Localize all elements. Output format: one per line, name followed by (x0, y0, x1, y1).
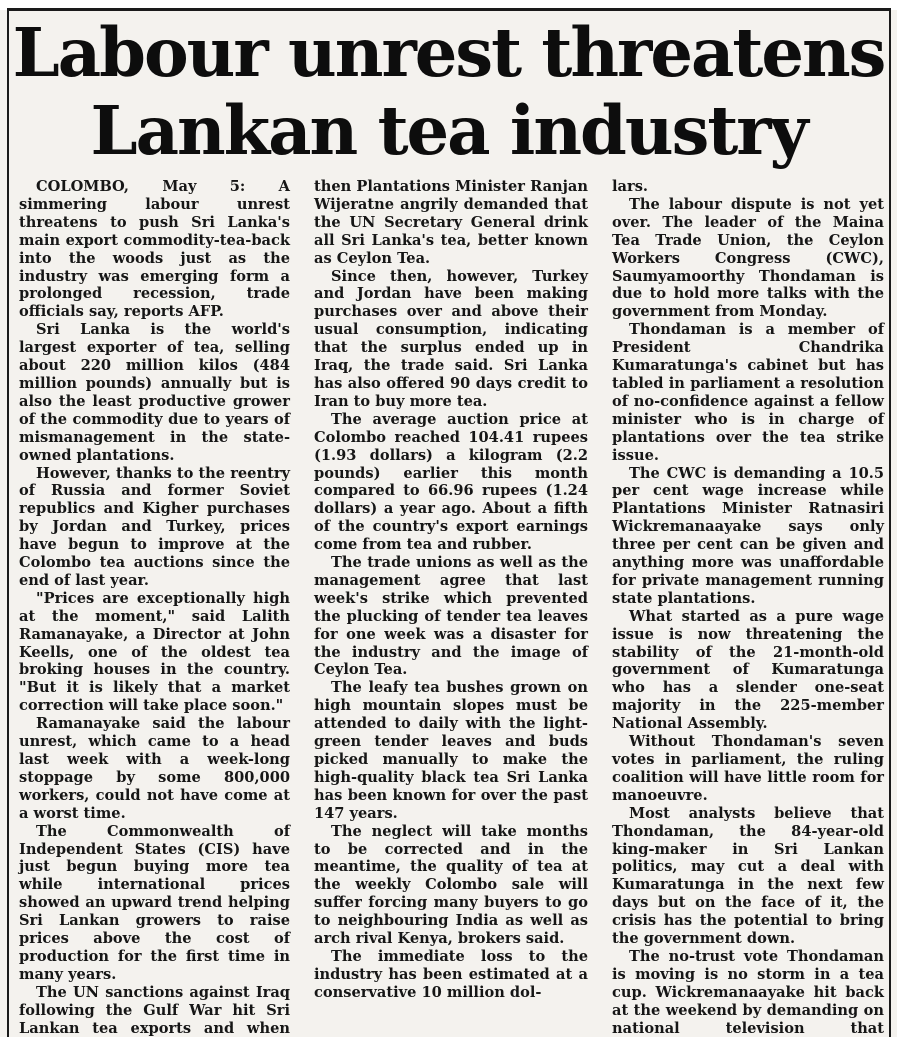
paragraph: The leafy tea bushes grown on high mountain slopes must be attended to daily with the light-green tender leaves and buds picked manually to make the high-quality black tea Sri Lanka has been known for over the past 147 years. (314, 679, 588, 822)
paragraph: Since then, however, Turkey and Jordan have been making purchases over and above their usual consumption, indicating that the surplus ended up in Iraq, the trade said. Sri Lanka has also offered 90 days credit to Iran to buy more tea. (314, 267, 588, 410)
paragraph: Ramanayake said the labour unrest, which came to a head last week with a week-long stoppage by some 800,000 workers, could not have come at a worst time. (19, 715, 290, 822)
headline-line-1: Labour unrest threatens (12, 13, 885, 92)
paragraph: COLOMBO, May 5: A simmering labour unrest threatens to push Sri Lanka's main export commodity-tea-back into the woods just as the industry was emerging form a prolonged recession, trade officials say, reports AFP. (19, 178, 290, 321)
right-rule (889, 8, 891, 1037)
paragraph: The UN sanctions against Iraq following the Gulf War hit Sri Lankan tea exports and when (19, 983, 290, 1037)
paragraph: The no-trust vote Thondaman is moving is no storm in a tea cup. Wickremanaayake hit back at the weekend by demanding on national television that (612, 947, 884, 1037)
paragraph: The average auction price at Colombo reached 104.41 rupees (1.93 dollars) a kilogram (2.2 pounds) earlier this month compared to 66.96 rupees (1.24 dollars) a year ago. About a fifth of the country's export earnings come from tea and rubber. (314, 410, 588, 554)
left-rule (7, 8, 9, 1037)
paragraph: The CWC is demanding a 10.5 per cent wage increase while Plantations Minister Ratnasiri Wickremanaayake says only three per cent can be given and anything more was unaffordable for private management running state plantations. (612, 464, 884, 607)
paragraph: then Plantations Minister Ranjan Wijeratne angrily demanded that the UN Secretary General drink all Sri Lanka's tea, better known as Ceylon Tea. (314, 178, 588, 267)
paragraph: "Prices are exceptionally high at the moment," said Lalith Ramanayake, a Director at John Keells, one of the oldest tea broking houses in the country. "But it is likely that a market correction will take place soon." (19, 589, 290, 715)
paragraph: Thondaman is a member of President Chandrika Kumaratunga's cabinet but has tabled in parliament a resolution of no-confidence against a fellow minister who is in charge of plantations over the tea strike issue. (612, 321, 884, 464)
headline-line-2: Lankan tea industry (90, 91, 807, 170)
column-1 (19, 178, 290, 1037)
dateline: COLOMBO, May 5: (36, 178, 246, 195)
paragraph: Sri Lanka is the world's largest exporter of tea, selling about 220 million kilos (484 million pounds) annually but is also the least productive grower of the commodity due to years of mismanagement in the state-owned plantations. (19, 321, 290, 464)
paragraph: Most analysts believe that Thondaman, the 84-year-old king-maker in Sri Lankan politics, may cut a deal with Kumaratunga in the next few days but on the face of it, the crisis has the potential to bring the government down. (612, 804, 884, 948)
paragraph: The Commonwealth of Independent States (CIS) have just begun buying more tea while international prices showed an upward trend helping Sri Lankan growers to raise prices above the cost of production for the first time in many years. (19, 822, 290, 983)
headline (10, 14, 887, 170)
column-3 (612, 178, 884, 1037)
column-2 (314, 178, 588, 1033)
paragraph: The labour dispute is not yet over. The leader of the Maina Tea Trade Union, the Ceylon Workers Congress (CWC), Saumyamoorthy Thondaman is due to hold more talks with the government from Monday. (612, 195, 884, 321)
paragraph: The trade unions as well as the management agree that last week's strike which prevented the plucking of tender tea leaves for one week was a disaster for the industry and the image of Ceylon Tea. (314, 554, 588, 679)
bottom-margin (0, 1037, 897, 1059)
paragraph: The immediate loss to the industry has been estimated at a conservative 10 million dol- (314, 947, 588, 1001)
top-rule (7, 8, 891, 11)
paragraph: What started as a pure wage issue is now threatening the stability of the 21-month-old government of Kumaratunga who has a slender one-seat majority in the 225-member National Assembly. (612, 607, 884, 733)
paragraph: However, thanks to the reentry of Russia and former Soviet republics and Kigher purchases by Jordan and Turkey, prices have begun to improve at the Colombo tea auctions since the end of last year. (19, 464, 290, 589)
paragraph: The neglect will take months to be corrected and in the meantime, the quality of tea at the weekly Colombo sale will suffer forcing many buyers to go to neighbouring India as well as arch rival Kenya, brokers said. (314, 822, 588, 948)
paragraph: Without Thondaman's seven votes in parliament, the ruling coalition will have little room for manoeuvre. (612, 733, 884, 804)
paragraph: lars. (612, 178, 648, 195)
